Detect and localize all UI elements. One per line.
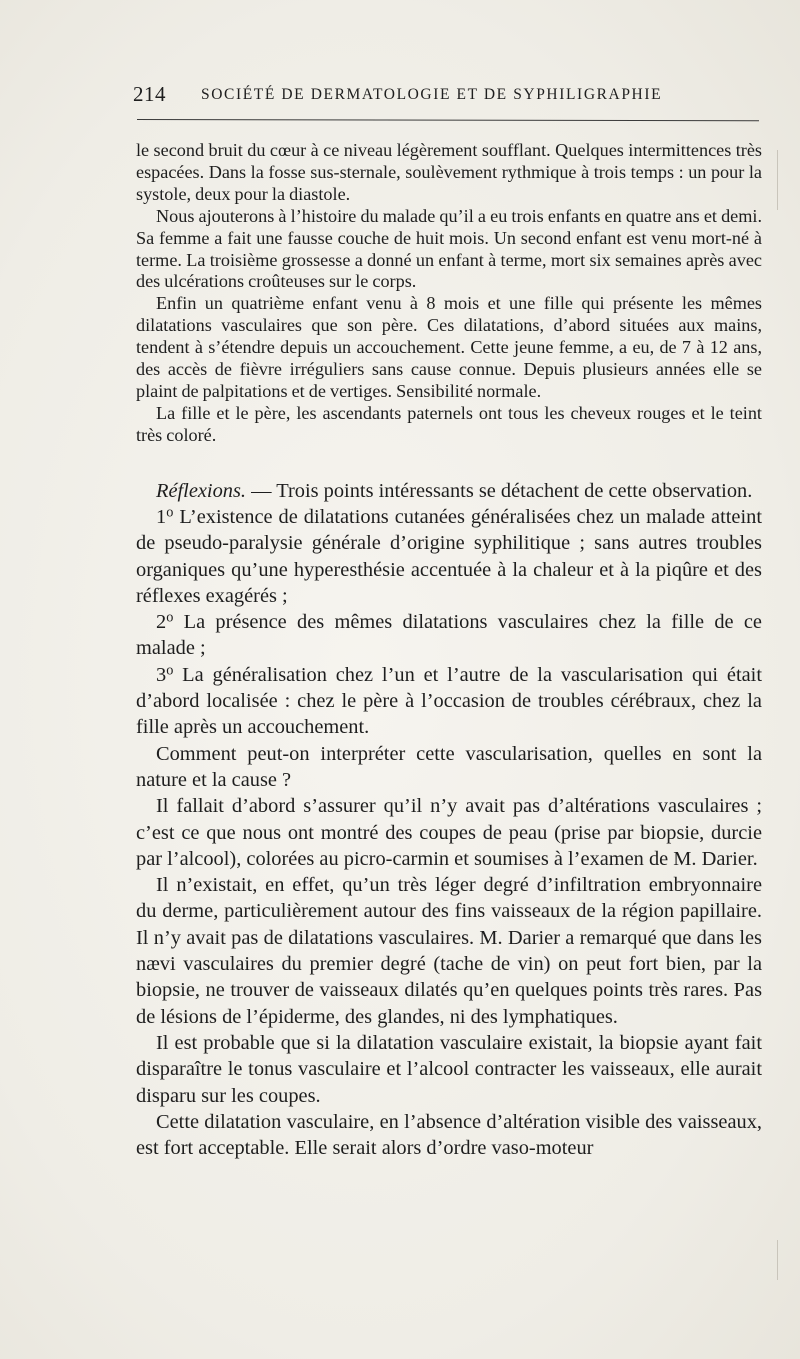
point-text: La présence des mêmes dilatations vasculaires chez la fille de ce malade ; bbox=[136, 611, 762, 660]
paragraph: Il fallait d’abord s’assurer qu’il n’y avait pas d’altérations vasculaires ; c’est ce que nous ont montré des coupes de peau (prise par biopsie, durcie par l’alcool), colorées au picro-carmin et soumises à l’examen de M. Darier. bbox=[136, 795, 762, 870]
numbered-point bbox=[136, 662, 762, 741]
paragraph: Nous ajouterons à l’histoire du malade qu’il a eu trois enfants en quatre ans et demi. Sa femme a fait une fausse couche de huit mois. Un second enfant est venu mort-né à terme. La troisième grossesse a donné un enfant à terme, mort six semaines après avec des ulcérations croûteuses sur le corps. bbox=[136, 205, 762, 292]
point-ordinal: o bbox=[166, 609, 174, 626]
numbered-point bbox=[136, 504, 762, 609]
point-number: 3 bbox=[156, 663, 167, 686]
paragraph: Il est probable que si la dilatation vasculaire existait, la biopsie ayant fait disparaître le tonus vasculaire et l’alcool contracter les vaisseaux, elle aurait disparu sur les coupes. bbox=[136, 1031, 762, 1107]
page-number: 214 bbox=[133, 82, 166, 106]
paragraph: Comment peut-on interpréter cette vascularisation, quelles en sont la nature et la cause ? bbox=[136, 742, 762, 791]
paragraph: Cette dilatation vasculaire, en l’absence d’altération visible des vaisseaux, est fort acceptable. Elle serait alors d’ordre vaso-moteur bbox=[136, 1110, 762, 1160]
point-number: 1 bbox=[156, 505, 167, 528]
page-header bbox=[133, 82, 758, 112]
paragraph: Il n’existait, en effet, qu’un très léger degré d’infiltration embryonnaire du derme, particulièrement autour des fins vaisseaux de la région papillaire. Il n’y avait pas de dilatations vasculaires. M. Darier a remarqué que dans les nævi vasculaires du premier degré (tache de vin) on peut fort bien, par la biopsie, ne trouver de vaisseaux dilatés qu’en quelques points très rares. Pas de lésions de l’épiderme, des glandes, ni des lymphatiques. bbox=[136, 874, 762, 1028]
header-rule bbox=[137, 119, 759, 121]
page-edge-mark bbox=[777, 150, 778, 210]
paragraph: La fille et le père, les ascendants paternels ont tous les cheveux rouges et le teint très coloré. bbox=[136, 402, 762, 445]
point-ordinal: o bbox=[166, 504, 174, 521]
paragraph: le second bruit du cœur à ce niveau légèrement soufflant. Quelques intermittences très espacées. Dans la fosse sus-sternale, soulèvement rythmique à trois temps : un pour la systole, deux pour la diastole. bbox=[136, 140, 762, 204]
section-spacer bbox=[136, 447, 762, 478]
point-text: La généralisation chez l’un et l’autre de la vascularisation qui était d’abord localisée : chez le père à l’occasion de troubles cérébraux, chez la fille après un accouchement. bbox=[136, 663, 762, 739]
point-number: 2 bbox=[156, 611, 167, 634]
reflexions-paragraph bbox=[136, 478, 762, 504]
point-ordinal: o bbox=[166, 662, 174, 679]
running-head: SOCIÉTÉ DE DERMATOLOGIE ET DE SYPHILIGRAPHIE bbox=[201, 86, 663, 103]
reflexions-label: Réflexions. bbox=[156, 479, 247, 502]
page-edge-mark bbox=[777, 1240, 778, 1280]
point-text: L’existence de dilatations cutanées généralisées chez un malade atteint de pseudo-paralysie générale d’origine syphilitique ; sans autres troubles organiques qu’une hyperesthésie accentuée à la chaleur et à la piqûre et des réflexes exagérés ; bbox=[136, 505, 762, 607]
paragraph: Enfin un quatrième enfant venu à 8 mois et une fille qui présente les mêmes dilatations vasculaires que son père. Ces dilatations, d’abord situées aux mains, tendent à s’étendre depuis un accouchement. Cette jeune femme, a eu, de 7 à 12 ans, des accès de fièvre irréguliers sans cause connue. Depuis plusieurs années elle se plaint de palpitations et de vertiges. Sensibilité normale. bbox=[136, 293, 762, 401]
page-body bbox=[136, 140, 762, 1161]
reflexions-text: — Trois points intéressants se détachent de cette observation. bbox=[246, 479, 753, 502]
numbered-point bbox=[136, 609, 762, 662]
